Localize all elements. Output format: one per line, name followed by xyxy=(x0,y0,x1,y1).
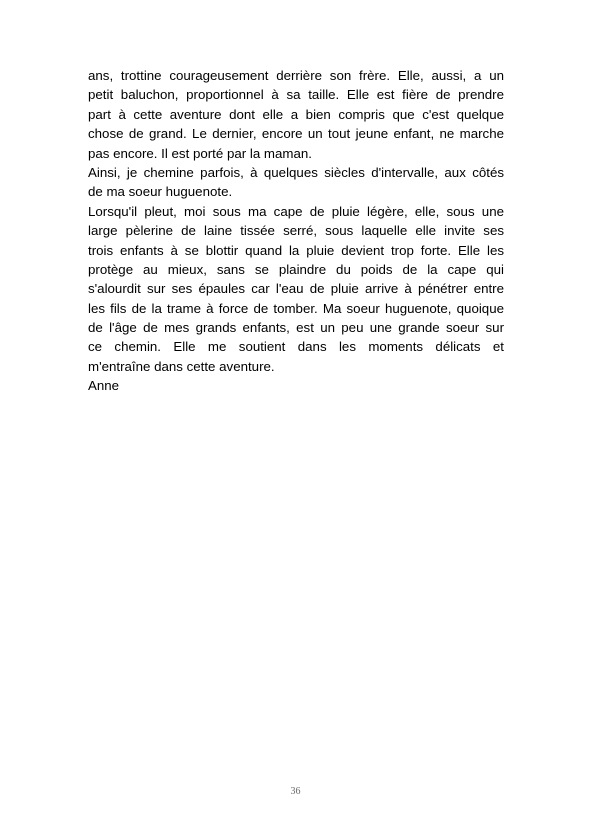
text-line: ans, trottine courageusement derrière son frère. Elle, aussi, a un xyxy=(88,68,504,83)
text-line: m'entraîne dans cette aventure. xyxy=(88,358,275,374)
text-line: part à cette aventure dont elle a bien compris que c'est quelque xyxy=(88,106,504,122)
text-line: s'alourdit sur ses épaules car l'eau de pluie arrive à pénétrer entre xyxy=(88,281,504,297)
signature: Anne xyxy=(88,378,120,394)
page-number: 36 xyxy=(290,786,301,797)
text-line: ce chemin. Elle me soutient dans les moments délicats et xyxy=(88,339,504,355)
body-text xyxy=(88,66,504,396)
text-line: petit baluchon, proportionnel à sa taille. Elle est fière de prendre xyxy=(88,87,504,103)
text-line: protège au mieux, sans se plaindre du poids de la cape qui xyxy=(88,261,504,277)
text-line: large pèlerine de laine tissée serré, sous laquelle elle invite ses xyxy=(88,223,504,239)
text-line: Ainsi, je chemine parfois, à quelques siècles d'intervalle, aux côtés xyxy=(88,164,504,180)
text-line: les fils de la trame à force de tomber. Ma soeur huguenote, quoique xyxy=(88,300,504,316)
text-line: trois enfants à se blottir quand la pluie devient trop forte. Elle les xyxy=(88,242,504,258)
text-line: pas encore. Il est porté par la maman. xyxy=(88,145,312,161)
text-line: chose de grand. Le dernier, encore un tout jeune enfant, ne marche xyxy=(88,126,504,142)
text-line: de ma soeur huguenote. xyxy=(88,184,233,200)
text-line: de l'âge de mes grands enfants, est un peu une grande soeur sur xyxy=(88,320,504,336)
text-line: Lorsqu'il pleut, moi sous ma cape de pluie légère, elle, sous une xyxy=(88,203,504,219)
